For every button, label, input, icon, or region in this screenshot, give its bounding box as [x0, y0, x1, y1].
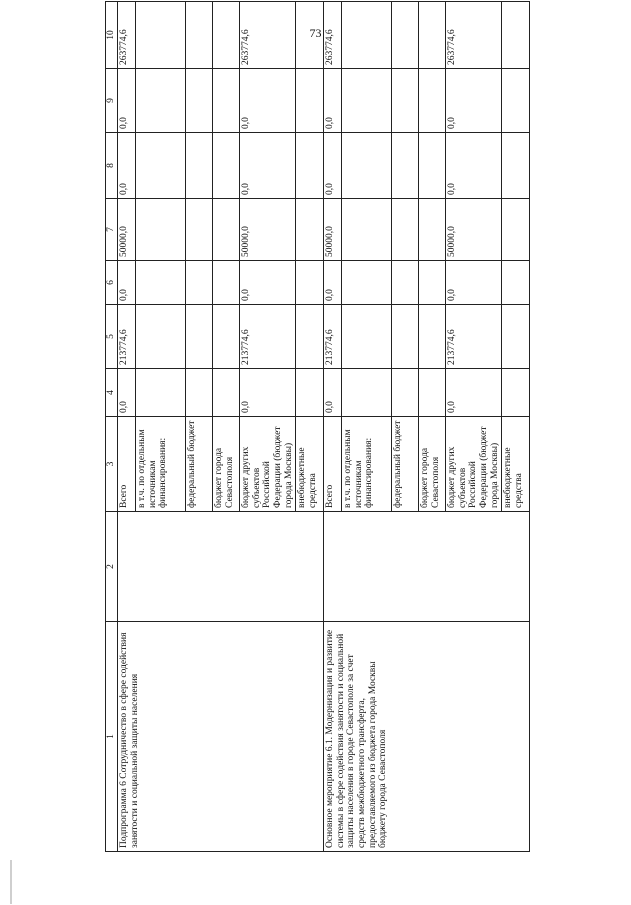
amount-cell: 213774,6 [446, 305, 502, 369]
amount-cell: 50000,0 [446, 199, 502, 261]
column-number: 6 [106, 261, 118, 305]
amount-cell [392, 133, 419, 199]
amount-cell: 0,0 [118, 261, 136, 305]
amount-cell [502, 199, 530, 261]
amount-cell [392, 69, 419, 133]
amount-cell [186, 2, 213, 69]
amount-cell [342, 69, 392, 133]
amount-cell [136, 369, 186, 417]
amount-cell [186, 199, 213, 261]
amount-cell [342, 369, 392, 417]
amount-cell [136, 69, 186, 133]
amount-cell: 213774,6 [118, 305, 136, 369]
amount-cell [392, 261, 419, 305]
table-row [324, 2, 342, 852]
amount-cell [186, 305, 213, 369]
funding-source-cell: бюджет города Севастополя [213, 417, 240, 512]
amount-cell [502, 369, 530, 417]
amount-cell [296, 69, 324, 133]
amount-cell [502, 261, 530, 305]
amount-cell [296, 305, 324, 369]
amount-cell: 50000,0 [240, 199, 296, 261]
amount-cell [136, 305, 186, 369]
amount-cell: 0,0 [446, 369, 502, 417]
amount-cell [419, 2, 446, 69]
amount-cell [296, 133, 324, 199]
amount-cell: 263774,6 [324, 2, 342, 69]
amount-cell [213, 261, 240, 305]
amount-cell [186, 261, 213, 305]
amount-cell: 213774,6 [324, 305, 342, 369]
amount-cell [136, 133, 186, 199]
funding-source-cell: федеральный бюджет [186, 417, 213, 512]
margin-mark [10, 860, 12, 904]
amount-cell [342, 2, 392, 69]
amount-cell [419, 69, 446, 133]
funding-source-cell: бюджет других субъектов Российской Федерации (бюджет города Москвы) [446, 417, 502, 512]
column-number: 1 [106, 622, 118, 852]
amount-cell: 0,0 [118, 69, 136, 133]
amount-cell [136, 199, 186, 261]
amount-cell [213, 133, 240, 199]
table-row [118, 2, 136, 852]
amount-cell [342, 199, 392, 261]
amount-cell: 0,0 [324, 69, 342, 133]
amount-cell: 0,0 [446, 261, 502, 305]
amount-cell: 50000,0 [118, 199, 136, 261]
column-number: 9 [106, 69, 118, 133]
funding-source-cell: Всего [324, 417, 342, 512]
amount-cell: 0,0 [240, 369, 296, 417]
amount-cell: 0,0 [118, 133, 136, 199]
amount-cell [502, 305, 530, 369]
amount-cell [136, 2, 186, 69]
funding-source-cell: бюджет города Севастополя [419, 417, 446, 512]
amount-cell: 0,0 [446, 69, 502, 133]
column-number: 8 [106, 133, 118, 199]
amount-cell: 213774,6 [240, 305, 296, 369]
financing-table [105, 1, 530, 852]
amount-cell [392, 305, 419, 369]
amount-cell: 263774,6 [118, 2, 136, 69]
funding-source-cell: внебюджетные средства [502, 417, 530, 512]
amount-cell [136, 261, 186, 305]
amount-cell [419, 199, 446, 261]
amount-cell: 0,0 [240, 69, 296, 133]
funding-source-cell: федеральный бюджет [392, 417, 419, 512]
responsible-cell [118, 512, 324, 622]
amount-cell [213, 305, 240, 369]
amount-cell [186, 133, 213, 199]
page-number: 73 [309, 26, 322, 40]
amount-cell [342, 305, 392, 369]
amount-cell [213, 69, 240, 133]
amount-cell [392, 369, 419, 417]
amount-cell: 0,0 [240, 261, 296, 305]
amount-cell [296, 2, 324, 69]
amount-cell [213, 369, 240, 417]
column-number: 3 [106, 417, 118, 512]
amount-cell [502, 133, 530, 199]
amount-cell [213, 2, 240, 69]
amount-cell [342, 133, 392, 199]
funding-source-cell: в т.ч. по отдельным источникам финансирования: [342, 417, 392, 512]
column-number: 2 [106, 512, 118, 622]
amount-cell: 0,0 [118, 369, 136, 417]
amount-cell [502, 69, 530, 133]
amount-cell: 0,0 [324, 369, 342, 417]
column-number: 5 [106, 305, 118, 369]
amount-cell: 263774,6 [446, 2, 502, 69]
column-number-row [106, 2, 118, 852]
amount-cell: 0,0 [240, 133, 296, 199]
amount-cell [186, 69, 213, 133]
amount-cell: 0,0 [324, 133, 342, 199]
amount-cell [392, 2, 419, 69]
amount-cell [296, 199, 324, 261]
amount-cell [419, 305, 446, 369]
amount-cell [419, 369, 446, 417]
amount-cell [296, 261, 324, 305]
funding-source-cell: бюджет других субъектов Российской Федерации (бюджет города Москвы) [240, 417, 296, 512]
funding-source-cell: в т.ч. по отдельным источникам финансирования: [136, 417, 186, 512]
amount-cell [392, 199, 419, 261]
amount-cell [213, 199, 240, 261]
column-number: 4 [106, 369, 118, 417]
column-number: 10 [106, 2, 118, 69]
amount-cell [342, 261, 392, 305]
amount-cell: 50000,0 [324, 199, 342, 261]
amount-cell [419, 133, 446, 199]
amount-cell: 263774,6 [240, 2, 296, 69]
amount-cell [419, 261, 446, 305]
program-title-cell: Подпрограмма 6 Сотрудничество в сфере содействия занятости и социальной защиты населения [118, 622, 324, 852]
amount-cell: 0,0 [446, 133, 502, 199]
funding-source-cell: Всего [118, 417, 136, 512]
funding-source-cell: внебюджетные средства [296, 417, 324, 512]
amount-cell [502, 2, 530, 69]
amount-cell: 0,0 [324, 261, 342, 305]
amount-cell [186, 369, 213, 417]
column-number: 7 [106, 199, 118, 261]
responsible-cell [324, 512, 530, 622]
amount-cell [296, 369, 324, 417]
program-title-cell: Основное мероприятие 6.1. Модернизация и развитие системы в сфере содействия занятости и социальной защиты населения в городе Севастополе за счет средств межбюджетного трансферта, предоставляемого из бюджета города Москвы бюджету города Севастополя [324, 622, 530, 852]
